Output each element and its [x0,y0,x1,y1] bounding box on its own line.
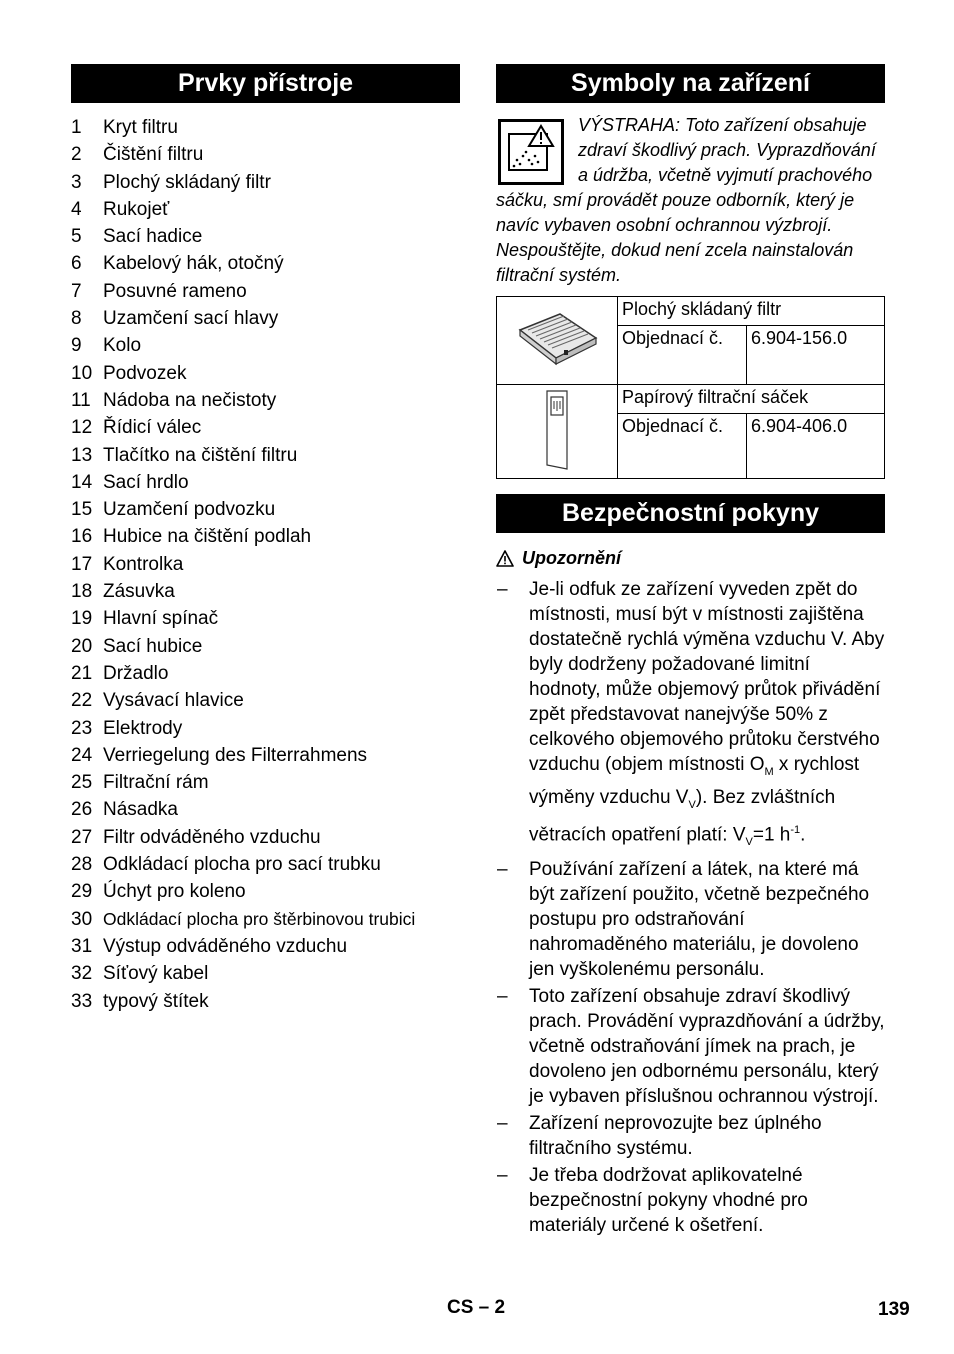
list-item [71,332,460,359]
subscript: V [745,835,753,848]
list-item [496,984,885,1109]
bullet-dash: – [497,858,508,880]
item-number: 23 [71,717,93,739]
item-number: 1 [71,117,82,138]
item-number: 16 [71,526,93,548]
list-item [71,851,460,878]
subscript: V [688,798,696,811]
list-item [496,857,885,982]
superscript: -1 [790,823,801,836]
item-label: Tlačítko na čištění filtru [103,444,298,466]
order-number: 6.904-406.0 [747,414,885,479]
item-label: Odkládací plocha pro štěrbinovou trubici [103,908,416,929]
item-number: 9 [71,335,82,357]
bullet-dash: – [497,985,508,1007]
list-item [71,715,460,742]
item-label: Hubice na čištění podlah [103,526,312,548]
item-number: 28 [71,854,93,876]
page-number: 139 [878,1299,910,1320]
section-heading-safety: Bezpečnostní pokyny [496,494,885,533]
item-number: 7 [71,280,82,302]
section-heading-symbols: Symboly na zařízení [496,64,885,103]
item-number: 10 [71,362,93,384]
bullet-dash: – [497,1112,508,1134]
bullet-text: Toto zařízení obsahuje zdraví škodlivý prach. Provádění vyprazdňování a údržby, včetně odstraňování jímek na prach, je dovoleno jen odbornému personálu, který je vybaven příslušnou ochrannou výstrojí. [529,985,885,1107]
item-label: typový štítek [103,990,209,1012]
footer-section-label: CS – 2 [447,1297,506,1318]
bullet-text: Je-li odfuk ze zařízení vyveden zpět do místnosti, musí být v místnosti zajištěna dostatečně rychlá výměna vzduchu V. Aby byly dodrženy požadované limitní hodnoty, může objemový průtok přivádění zpět představovat nanejvýše 50% z celkového objemového průtoku čerstvého vzduchu (objem místnosti O [529,579,885,775]
item-number: 18 [71,581,93,603]
item-number: 6 [71,253,82,275]
list-item [71,660,460,687]
list-item [71,196,460,223]
item-label: Řídicí válec [103,417,202,439]
safety-bullet-list [496,577,885,1238]
item-number: 3 [71,171,82,193]
list-item [71,278,460,305]
bullet-text: ). Bez zvláštních větracích opatření platí: V [529,786,836,845]
list-item [71,114,460,141]
list-item [71,633,460,660]
parts-list [71,114,460,1015]
list-item [71,960,460,987]
item-label: Kolo [103,335,142,357]
paper-filter-bag-image [497,385,618,479]
bullet-text: Je třeba dodržovat aplikovatelné bezpečnostní pokyny vhodné pro materiály určené k ošetření. [529,1164,808,1236]
order-item-name: Plochý skládaný filtr [618,297,885,326]
order-number: 6.904-156.0 [747,326,885,385]
item-label: Vysávací hlavice [103,690,244,712]
list-item [71,933,460,960]
list-item [71,141,460,168]
item-label: Kabelový hák, otočný [103,253,284,275]
list-item [71,906,460,933]
list-item [71,687,460,714]
item-label: Filtrační rám [103,772,209,794]
list-item [71,988,460,1015]
item-label: Verriegelung des Filterrahmens [103,744,368,766]
item-label: Sací hubice [103,635,203,657]
caution-heading [496,547,885,569]
list-item [71,469,460,496]
item-label: Násadka [103,799,178,821]
section-heading-device-parts: Prvky přístroje [71,64,460,103]
bullet-text: Používání zařízení a látek, na které má být zařízení použito, včetně bezpečného postupu pro odstraňování nahromaděného materiálu, je dovoleno jen vyškolenému personálu. [529,858,870,980]
warning-triangle-icon [496,550,514,567]
item-number: 26 [71,799,93,821]
item-label: Hlavní spínač [103,608,219,630]
item-number: 11 [71,389,91,411]
item-label: Sací hrdlo [103,471,189,493]
item-number: 21 [71,662,93,684]
list-item [496,1163,885,1238]
item-label: Filtr odváděného vzduchu [103,826,321,848]
caution-title: Upozornění [522,548,621,568]
item-number: 13 [71,444,93,466]
list-item [496,577,885,855]
item-number: 4 [71,198,82,220]
item-label: Úchyt pro koleno [103,881,246,903]
item-label: Čištění filtru [103,144,204,166]
warning-block [496,113,885,288]
item-label: Kontrolka [103,553,184,575]
item-label: Síťový kabel [103,963,209,985]
item-label: Držadlo [103,662,169,684]
item-number: 24 [71,744,93,766]
item-label: Uzamčení podvozku [103,499,276,521]
item-label: Plochý skládaný filtr [103,171,271,193]
order-number-label: Objednací č. [618,414,747,479]
item-number: 22 [71,690,93,712]
bullet-text: Zařízení neprovozujte bez úplného filtračního systému. [529,1112,822,1159]
item-number: 25 [71,772,93,794]
item-number: 14 [71,471,93,493]
list-item [71,414,460,441]
flat-pleated-filter-image [497,297,618,385]
list-item [71,796,460,823]
list-item [71,223,460,250]
item-label: Zásuvka [103,581,175,603]
list-item [71,769,460,796]
bullet-dash: – [497,579,508,600]
item-number: 33 [71,990,93,1012]
item-label: Sací hadice [103,226,203,248]
item-label: Odkládací plocha pro sací trubku [103,854,381,876]
item-number: 5 [71,226,82,248]
list-item [71,824,460,851]
list-item [71,169,460,196]
item-label: Nádoba na nečistoty [103,389,277,411]
list-item [71,523,460,550]
list-item [71,578,460,605]
item-number: 2 [71,144,82,166]
item-number: 27 [71,826,93,848]
item-number: 19 [71,608,93,630]
list-item [71,360,460,387]
item-number: 17 [71,553,93,575]
item-number: 15 [71,499,93,521]
bullet-dash: – [497,1164,508,1186]
list-item [496,1111,885,1161]
right-column [496,64,885,1240]
order-table [496,296,885,479]
list-item [71,605,460,632]
bullet-text: =1 h [752,823,791,845]
item-number: 12 [71,417,93,439]
item-label: Posuvné rameno [103,280,247,302]
item-label: Rukojeť [103,198,170,220]
order-item-name: Papírový filtrační sáček [618,385,885,414]
list-item [71,496,460,523]
item-number: 8 [71,308,82,330]
item-label: Uzamčení sací hlavy [103,308,279,330]
item-number: 20 [71,635,93,657]
list-item [71,387,460,414]
item-label: Podvozek [103,362,187,384]
item-number: 32 [71,963,93,985]
bullet-text: x rychlost výměny vzduchu V [529,754,860,808]
list-item [71,442,460,469]
list-item [71,742,460,769]
dust-hazard-icon [498,119,564,185]
list-item [71,551,460,578]
warning-text: VÝSTRAHA: Toto zařízení obsahuje zdraví škodlivý prach. Vyprazdňování a údržba, včetně vyjmutí prachového sáčku, smí provádět pouze odborník, který je navíc vybaven osobní ochrannou výzbrojí. Nespouštějte, dokud není zcela nainstalován filtrační systém. [496,115,876,285]
item-label: Výstup odváděného vzduchu [103,935,348,957]
item-label: Elektrody [103,717,183,739]
list-item [71,250,460,277]
list-item [71,305,460,332]
item-number: 29 [71,881,93,903]
item-number: 30 [71,908,93,930]
item-label: Kryt filtru [103,117,178,138]
list-item [71,878,460,905]
subscript: M [764,765,774,778]
left-column [71,64,460,1015]
item-number: 31 [71,935,93,957]
order-number-label: Objednací č. [618,326,747,385]
bullet-text: . [800,823,806,845]
